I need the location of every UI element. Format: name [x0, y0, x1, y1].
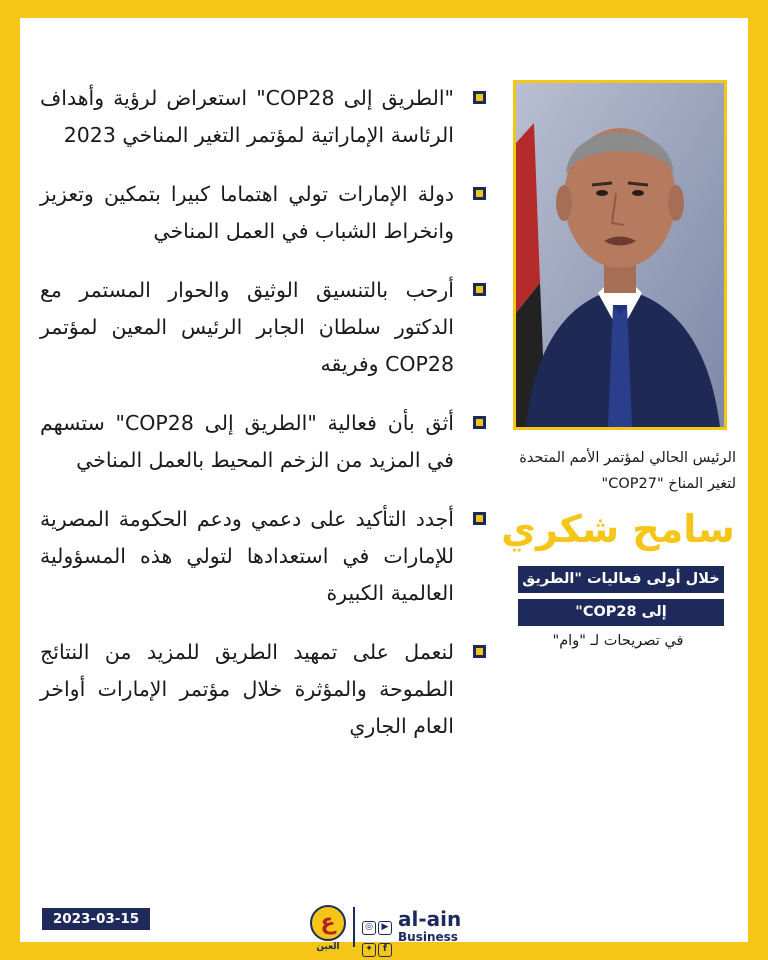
list-item — [40, 634, 486, 745]
logo-arabic-text: العين — [316, 942, 340, 952]
divider — [353, 907, 355, 947]
logo-mark: ع — [320, 910, 336, 935]
social-icons — [361, 914, 395, 958]
bullet-marker-icon — [473, 416, 486, 429]
brand-wordmark — [398, 908, 461, 944]
bullet-text: أرحب بالتنسيق الوثيق والحوار المستمر مع الدكتور سلطان الجابر الرئيس المعين لمؤتمر COP28 وفريقه — [40, 278, 454, 376]
bullet-marker-icon — [473, 187, 486, 200]
list-item — [40, 80, 486, 154]
brand-section: Business — [398, 930, 458, 944]
brand-name: al-ain — [398, 907, 462, 931]
facebook-icon: f — [378, 943, 392, 957]
bullet-text: أثق بأن فعالية "الطريق إلى COP28" ستسهم في المزيد من الزخم المحيط بالعمل المناخي — [40, 411, 454, 472]
event-label-line1: خلال أولى فعاليات "الطريق — [518, 566, 724, 593]
list-item — [40, 405, 486, 479]
source-note: في تصريحات لـ "وام" — [552, 633, 684, 649]
youtube-icon: ▶ — [378, 921, 392, 935]
speaker-title: الرئيس الحالي لمؤتمر الأمم المتحدة لتغير المناخ "COP27" — [519, 450, 736, 492]
bullet-text: لنعمل على تمهيد الطريق للمزيد من النتائج الطموحة والمؤثرة خلال مؤتمر الإمارات أواخر العام الجاري — [40, 640, 454, 738]
twitter-icon: ✦ — [362, 943, 376, 957]
instagram-icon: ◎ — [362, 921, 376, 935]
list-item — [40, 176, 486, 250]
bullet-text: "الطريق إلى COP28" استعراض لرؤية وأهداف الرئاسة الإماراتية لمؤتمر التغير المناخي 2023 — [40, 86, 454, 147]
list-item — [40, 501, 486, 612]
bullet-marker-icon — [473, 91, 486, 104]
event-label-line2: إلى COP28" — [518, 599, 724, 626]
al-ain-logo-icon — [310, 905, 346, 941]
portrait-photo — [513, 80, 727, 430]
bullet-marker-icon — [473, 512, 486, 525]
bullet-marker-icon — [473, 645, 486, 658]
date-badge: 2023-03-15 — [42, 908, 150, 930]
list-item — [40, 272, 486, 383]
quote-list — [40, 80, 486, 745]
bullet-text: دولة الإمارات تولي اهتماما كبيرا بتمكين وتعزيز وانخراط الشباب في العمل المناخي — [40, 182, 454, 243]
speaker-name: سامح شكري — [501, 507, 735, 551]
bullet-marker-icon — [473, 283, 486, 296]
bullet-text: أجدد التأكيد على دعمي ودعم الحكومة المصرية للإمارات في استعدادها لتولي هذه المسؤولية العالمية الكبيرة — [40, 507, 454, 605]
